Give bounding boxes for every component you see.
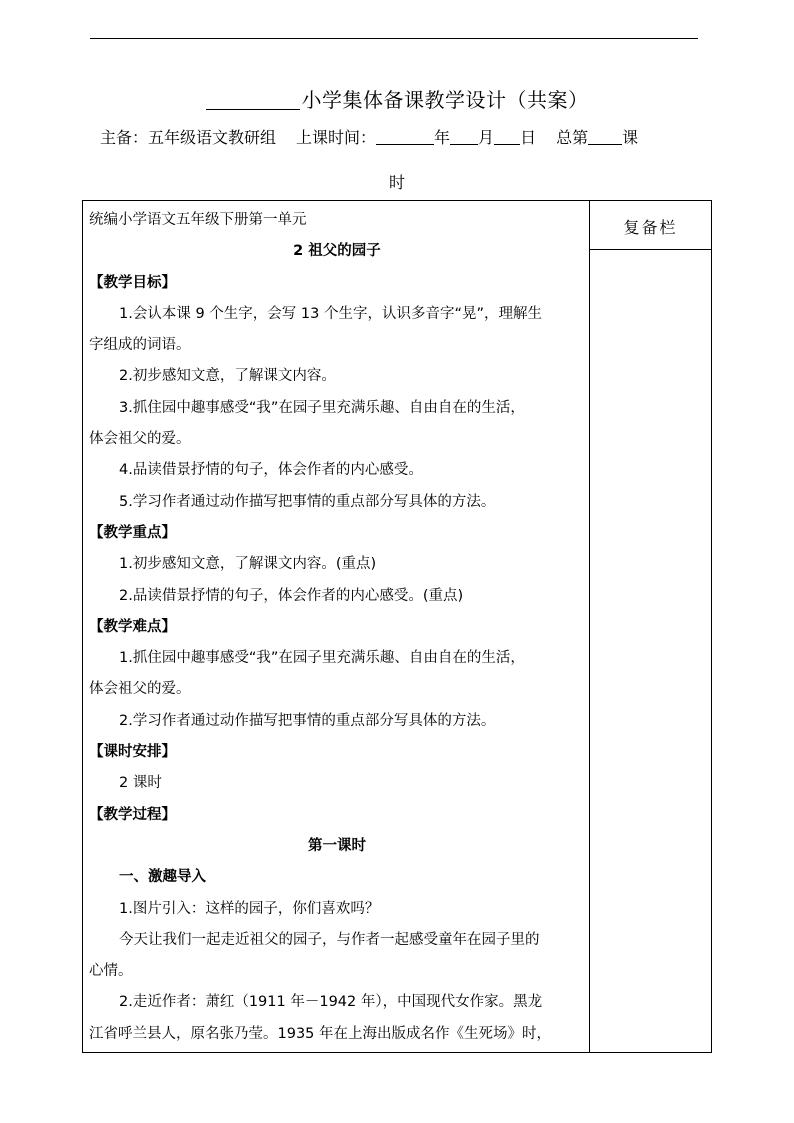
goal-3-line-1: 3.抓住园中趣事感受“我”在园子里充满乐趣、自由自在的生活， bbox=[119, 399, 525, 416]
difficulty-1-line-2: 体会祖父的爱。 bbox=[89, 681, 191, 698]
school-name-blank bbox=[206, 89, 300, 110]
lesson-unit-label: 课 bbox=[622, 128, 639, 147]
goal-1-line-2: 字组成的词语。 bbox=[89, 337, 191, 354]
total-label: 总第 bbox=[556, 128, 589, 147]
schedule-text: 2 课时 bbox=[119, 775, 162, 792]
unit-line: 统编小学语文五年级下册第一单元 bbox=[89, 212, 307, 228]
difficulty-2: 2.学习作者通过动作描写把事情的重点部分写具体的方法。 bbox=[119, 712, 496, 729]
goals-heading: 【教学目标】 bbox=[89, 274, 176, 291]
goal-3-line-2: 体会祖父的爱。 bbox=[89, 431, 191, 448]
day-label: 日 bbox=[520, 128, 537, 147]
column-divider bbox=[589, 201, 590, 1052]
sidebar-heading: 复备栏 bbox=[623, 218, 678, 237]
lesson-table bbox=[82, 200, 712, 1053]
section-1-heading: 一、激趣导入 bbox=[119, 869, 206, 886]
step-1: 1.图片引入：这样的园子，你们喜欢吗？ bbox=[119, 900, 380, 917]
lead-label: 主备：五年级语文教研组 bbox=[100, 128, 277, 147]
difficulty-heading: 【教学难点】 bbox=[89, 618, 176, 635]
key-point-2: 2.品读借景抒情的句子，体会作者的内心感受。(重点) bbox=[119, 587, 464, 604]
step-2-line-2: 江省呼兰县人，原名张乃莹。1935 年在上海出版成名作《生死场》时， bbox=[89, 1025, 552, 1042]
goal-4: 4.品读借景抒情的句子，体会作者的内心感受。 bbox=[119, 462, 423, 479]
time-suffix: 时 bbox=[389, 173, 406, 192]
difficulty-1-line-1: 1.抓住园中趣事感受“我”在园子里充满乐趣、自由自在的生活， bbox=[119, 650, 525, 667]
goal-1-line-1: 1.会认本课 9 个生字，会写 13 个生字，认识多音字“晃”，理解生 bbox=[119, 305, 542, 322]
total-blank bbox=[588, 128, 622, 145]
process-heading: 【教学过程】 bbox=[89, 806, 176, 823]
top-rule bbox=[90, 38, 698, 39]
time-label: 上课时间： bbox=[296, 128, 377, 147]
month-label: 月 bbox=[478, 128, 495, 147]
lesson-content bbox=[89, 205, 585, 1050]
page-title-text: 小学集体备课教学设计（共案） bbox=[301, 88, 589, 112]
day-blank bbox=[494, 128, 520, 145]
first-lesson-heading: 第一课时 bbox=[308, 837, 366, 854]
goal-2: 2.初步感知文意，了解课文内容。 bbox=[119, 368, 336, 385]
month-blank bbox=[450, 128, 478, 145]
year-blank bbox=[376, 128, 434, 145]
schedule-heading: 【课时安排】 bbox=[89, 744, 176, 761]
year-label: 年 bbox=[434, 128, 451, 147]
page-title bbox=[0, 84, 794, 113]
key-point-1: 1.初步感知文意，了解课文内容。(重点) bbox=[119, 556, 377, 573]
goal-5: 5.学习作者通过动作描写把事情的重点部分写具体的方法。 bbox=[119, 493, 496, 510]
step-1b-line-2: 心情。 bbox=[89, 963, 133, 980]
sidebar-header-divider bbox=[589, 249, 711, 250]
lesson-title: 2 祖父的园子 bbox=[293, 243, 381, 260]
key-points-heading: 【教学重点】 bbox=[89, 524, 176, 541]
meta-line bbox=[100, 127, 710, 149]
step-2-line-1: 2.走近作者：萧红（1911 年－1942 年），中国现代女作家。黑龙 bbox=[119, 994, 543, 1011]
step-1b-line-1: 今天让我们一起走近祖父的园子，与作者一起感受童年在园子里的 bbox=[119, 931, 540, 948]
